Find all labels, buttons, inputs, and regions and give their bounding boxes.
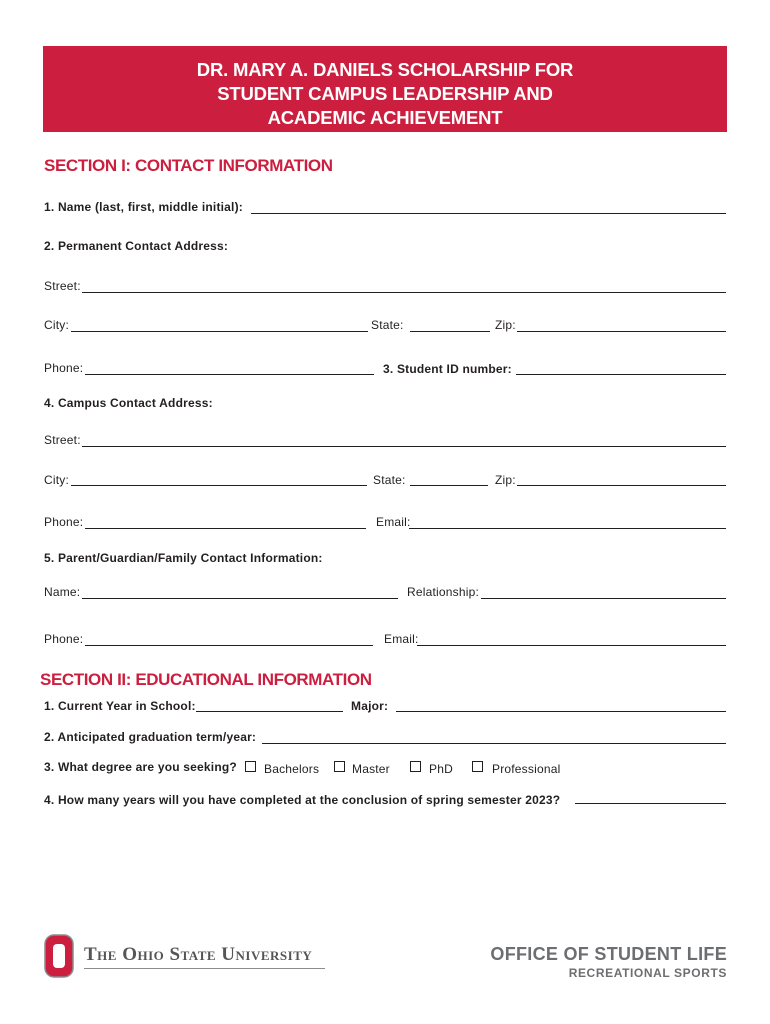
professional-checkbox[interactable]	[472, 761, 483, 772]
campus-state-label: State:	[373, 473, 406, 487]
campus-address-label: 4. Campus Contact Address:	[44, 396, 213, 410]
title-line-1: DR. MARY A. DANIELS SCHOLARSHIP FOR	[196, 59, 574, 80]
title-banner	[43, 46, 727, 132]
section-2-title: SECTION II: EDUCATIONAL INFORMATION	[40, 670, 372, 689]
permanent-address-label: 2. Permanent Contact Address:	[44, 239, 229, 253]
guardian-email-label: Email:	[384, 632, 419, 646]
permanent-phone-label: Phone:	[44, 361, 84, 375]
guardian-phone-field[interactable]	[85, 645, 373, 646]
campus-phone-field[interactable]	[85, 528, 366, 529]
title-line-3: ACADEMIC ACHIEVEMENT	[267, 107, 503, 128]
name-field[interactable]	[251, 213, 726, 214]
major-label: Major:	[351, 699, 389, 713]
permanent-city-label: City:	[44, 318, 69, 332]
campus-city-field[interactable]	[71, 485, 367, 486]
guardian-phone-label: Phone:	[44, 632, 84, 646]
student-id-field[interactable]	[516, 374, 726, 375]
campus-zip-label: Zip:	[495, 473, 516, 487]
years-completed-field[interactable]	[575, 803, 726, 804]
office-of-student-life: OFFICE OF STUDENT LIFE	[490, 944, 727, 964]
degree-label: 3. What degree are you seeking?	[44, 760, 237, 774]
relationship-label: Relationship:	[407, 585, 479, 599]
current-year-field[interactable]	[196, 711, 343, 712]
graduation-label: 2. Anticipated graduation term/year:	[44, 730, 257, 744]
permanent-phone-field[interactable]	[85, 374, 374, 375]
campus-street-label: Street:	[44, 433, 81, 447]
guardian-name-label: Name:	[44, 585, 81, 599]
campus-street-field[interactable]	[82, 446, 726, 447]
university-underline	[84, 968, 325, 969]
guardian-name-field[interactable]	[82, 598, 398, 599]
form-title	[43, 58, 727, 130]
title-line-2: STUDENT CAMPUS LEADERSHIP AND	[217, 83, 553, 104]
permanent-city-field[interactable]	[71, 331, 368, 332]
permanent-street-label: Street:	[44, 279, 81, 293]
permanent-zip-field[interactable]	[517, 331, 726, 332]
phd-option: PhD	[429, 762, 453, 776]
master-option: Master	[352, 762, 390, 776]
permanent-street-field[interactable]	[82, 292, 726, 293]
block-o-logo	[44, 934, 74, 978]
graduation-field[interactable]	[262, 743, 726, 744]
university-name: The Ohio State University	[84, 944, 313, 965]
current-year-label: 1. Current Year in School:	[44, 699, 196, 713]
bachelors-checkbox[interactable]	[245, 761, 256, 772]
campus-city-label: City:	[44, 473, 69, 487]
major-field[interactable]	[396, 711, 726, 712]
phd-checkbox[interactable]	[410, 761, 421, 772]
guardian-email-field[interactable]	[417, 645, 726, 646]
campus-phone-label: Phone:	[44, 515, 84, 529]
professional-option: Professional	[492, 762, 561, 776]
name-label: 1. Name (last, first, middle initial):	[44, 200, 243, 214]
relationship-field[interactable]	[481, 598, 726, 599]
campus-state-field[interactable]	[410, 485, 488, 486]
student-id-label: 3. Student ID number:	[383, 362, 512, 376]
bachelors-option: Bachelors	[264, 762, 320, 776]
campus-zip-field[interactable]	[517, 485, 726, 486]
family-contact-label: 5. Parent/Guardian/Family Contact Information:	[44, 551, 323, 565]
recreational-sports: RECREATIONAL SPORTS	[568, 966, 727, 980]
campus-email-field[interactable]	[409, 528, 726, 529]
master-checkbox[interactable]	[334, 761, 345, 772]
years-completed-label: 4. How many years will you have completed at the conclusion of spring semester 2023?	[44, 793, 561, 807]
permanent-state-label: State:	[371, 318, 404, 332]
permanent-state-field[interactable]	[410, 331, 490, 332]
campus-email-label: Email:	[376, 515, 411, 529]
section-1-title: SECTION I: CONTACT INFORMATION	[44, 156, 333, 175]
permanent-zip-label: Zip:	[495, 318, 516, 332]
